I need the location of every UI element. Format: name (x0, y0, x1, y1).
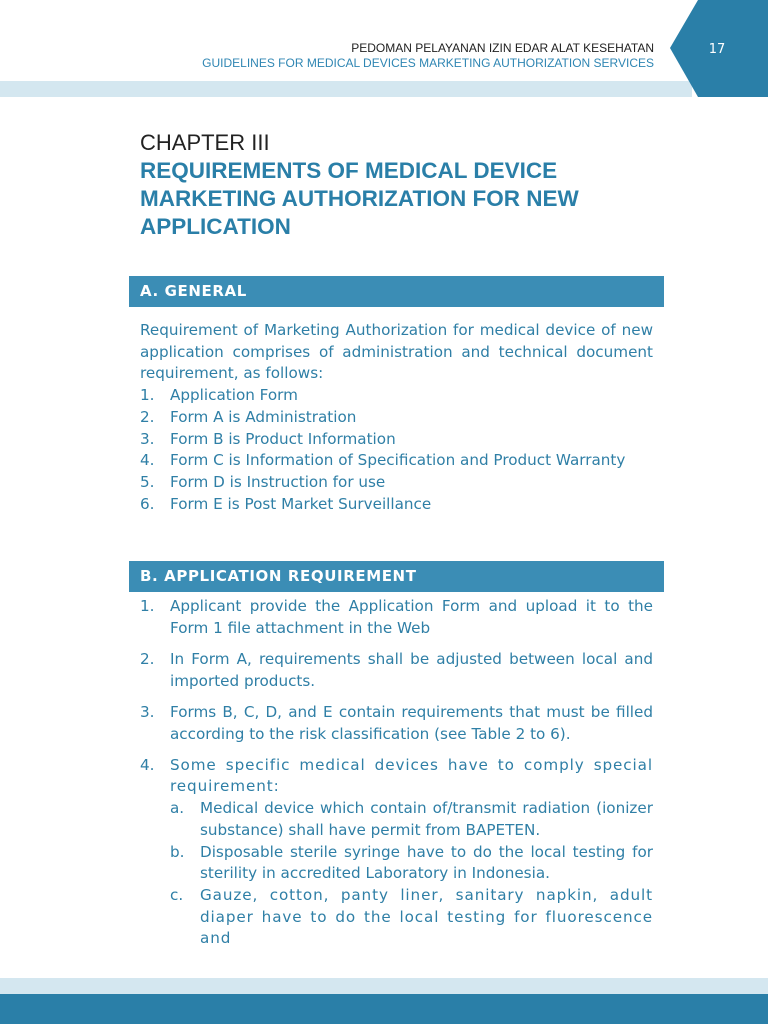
sub-list (140, 798, 653, 950)
list-item (140, 702, 653, 745)
list-text: Form B is Product Information (170, 429, 396, 448)
chapter-title-line: APPLICATION (140, 214, 291, 239)
list-number: 4. (140, 451, 155, 470)
list-text: Some specific medical devices have to comply special requirement: (170, 755, 653, 796)
sub-list-text: Medical device which contain of/transmit radiation (ionizer substance) shall have permit from BAPETEN. (200, 799, 653, 839)
list-text: In Form A, requirements shall be adjusted between local and imported products. (170, 649, 653, 690)
list-item (140, 494, 653, 516)
list-text: Form A is Administration (170, 407, 357, 426)
list-number: 1. (140, 386, 155, 405)
section-a-heading: A. GENERAL (129, 276, 664, 307)
list-item (140, 407, 653, 429)
page-number: 17 (708, 42, 726, 57)
chapter-title-line: REQUIREMENTS OF MEDICAL DEVICE (140, 158, 558, 183)
running-title-indonesian: PEDOMAN PELAYANAN IZIN EDAR ALAT KESEHATAN (351, 41, 654, 55)
list-number: 3. (140, 702, 155, 721)
list-text: Form C is Information of Specification and Product Warranty (170, 451, 626, 470)
section-b-body (140, 596, 653, 950)
list-number: 3. (140, 429, 155, 448)
list-text: Form D is Instruction for use (170, 472, 386, 491)
sub-list-letter: c. (170, 885, 184, 904)
section-a-intro: Requirement of Marketing Authorization for medical device of new application comprises of administration and technical document requirement, as follows: (140, 321, 653, 383)
sub-list-item (170, 798, 653, 841)
list-item (140, 596, 653, 639)
list-number: 1. (140, 597, 155, 615)
running-title-english: GUIDELINES FOR MEDICAL DEVICES MARKETING AUTHORIZATION SERVICES (202, 56, 654, 70)
sub-list-text: Disposable sterile syringe have to do the local testing for sterility in accredited Laboratory in Indonesia. (200, 842, 653, 883)
header-band (0, 81, 692, 97)
list-number: 2. (140, 407, 155, 426)
list-text: Applicant provide the Application Form and upload it to the Form 1 file attachment in the Web (170, 597, 653, 637)
list-item (140, 385, 653, 407)
list-number: 2. (140, 649, 155, 668)
footer-band-dark (0, 994, 768, 1024)
list-text: Form E is Post Market Surveillance (170, 494, 432, 513)
list-item (140, 755, 653, 798)
list-item (140, 649, 653, 692)
list-text: Forms B, C, D, and E contain requirements that must be filled according to the risk classification (see Table 2 to 6). (170, 702, 653, 743)
list-number: 6. (140, 494, 155, 513)
chapter-title (140, 157, 680, 241)
list-item (140, 450, 653, 472)
list-text: Application Form (170, 386, 298, 405)
list-number: 5. (140, 472, 155, 491)
list-number: 4. (140, 755, 155, 774)
sub-list-letter: a. (170, 799, 185, 818)
sub-list-item (170, 842, 653, 885)
chapter-label: CHAPTER III (140, 130, 270, 155)
section-b-heading: B. APPLICATION REQUIREMENT (129, 561, 664, 592)
section-a-body (140, 320, 653, 515)
chapter-title-line: MARKETING AUTHORIZATION FOR NEW (140, 186, 579, 211)
sub-list-item (170, 885, 653, 950)
sub-list-letter: b. (170, 842, 185, 861)
footer-band-light (0, 978, 768, 994)
sub-list-text: Gauze, cotton, panty liner, sanitary napkin, adult diaper have to do the local testing for fluorescence and (200, 885, 653, 948)
list-item (140, 472, 653, 494)
list-item (140, 429, 653, 451)
